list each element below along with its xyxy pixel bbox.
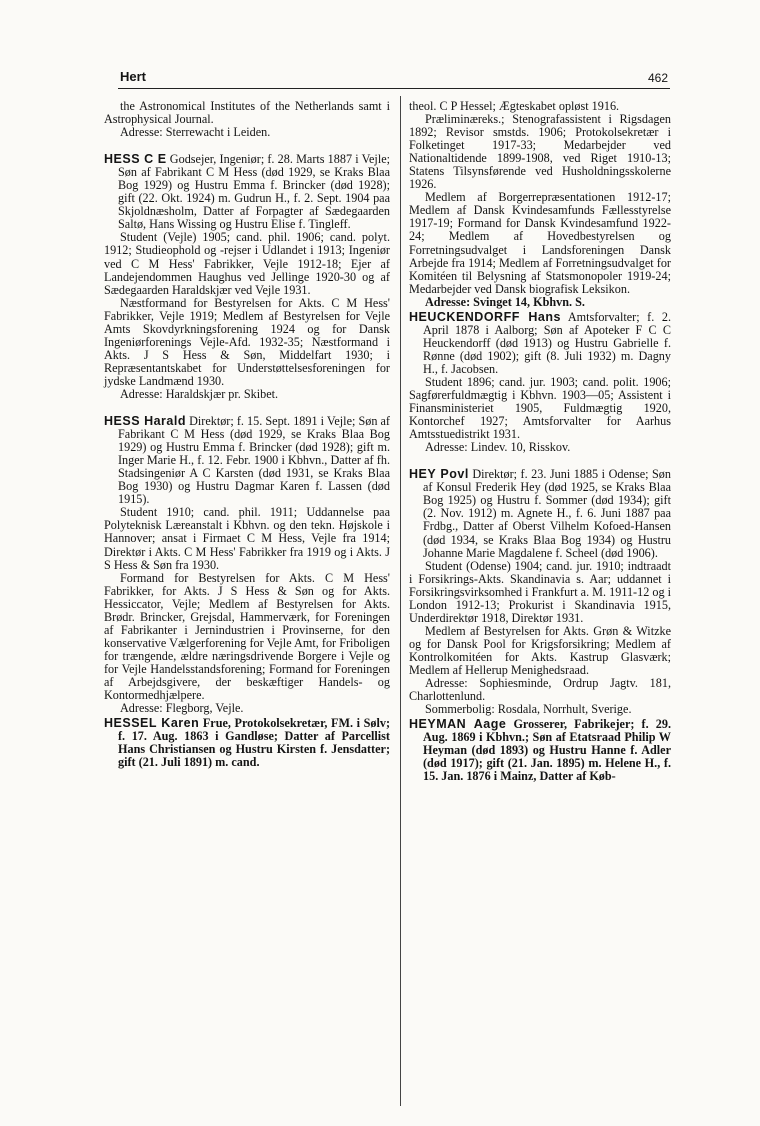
entry-address: Adresse: Sophiesminde, Ordrup Jagtv. 181, Charlottenlund. [409,676,671,704]
header-title: Hert [120,69,147,84]
entry-heuckendorff-hans [409,311,671,455]
entry-name: HESS Harald [104,414,186,429]
entry-head [409,311,671,376]
entry-education: Student 1910; cand. phil. 1911; Uddannelse paa Polyteknisk Læreanstalt i Kbhvn. og den tekn. Højskole i Hannover; ansat i Firmaet C M Hess, Vejle fra 1914; Direktør i Akts. C M Hess' Fabrikker fra 1919 og i Akts. J S Hess & Søn fra 1930. [104,505,390,572]
entry-heyman-aage [409,718,671,783]
entry-hessel-karen [104,717,390,769]
entry-address: Adresse: Flegborg, Vejle. [120,701,244,716]
left-column [104,100,390,769]
right-column [409,100,671,783]
entry-bio: Direktør; f. 23. Juni 1885 i Odense; Søn af Konsul Frederik Hey (død 1925, se Kraks Blaa Bog 1925) og Hustru f. Sommer (død 1934); gift (2. Nov. 1912) m. Agnete H., f. 6. Juni 1887 paa Frdbg., Datter af Oberst Vilhelm Kofoed-Hansen (død 1934, se Kraks Blaa Bog 1934) og Hustru Johanne Marie Magdalene f. Scheel (død 1906). [423,467,671,560]
continued-text: theol. C P Hessel; Ægteskabet opløst 1916. [409,99,620,113]
entry-offices: Næstformand for Bestyrelsen for Akts. C M Hess' Fabrikker, Vejle 1919; Medlem af Bestyrelsen for Vejle Amts Skovdyrkningsforening 1924 og for Dansk Ingeniørforenings Vejle-Afd. 1932-35; Næstformand i Akts. J S Hess & Søn, Middelfart 1930; i Repræsentantskabet for Understøttelsesforeningen for jydske Landmænd 1930. [104,295,390,388]
page-number: 462 [647,71,668,85]
entry-bio: Frue, Protokolsekretær, FM. i Sølv; f. 17. Aug. 1863 i Gandløse; Datter af Parcellist Hans Christiansen og Hustru Kirsten f. Jensdatter; gift (21. Juli 1891) m. cand. [118,716,390,770]
entry-name: HEUCKENDORFF Hans [409,309,561,324]
address-line: Adresse: Svinget 14, Kbhvn. S. [425,294,585,309]
entry-summer-address: Sommerbolig: Rosdala, Norrhult, Sverige. [425,702,632,717]
entry-education: Student 1896; cand. jur. 1903; cand. polit. 1906; Sagførerfuldmægtig i Kbhvn. 1903—05; Assistent i Finansministeriet 1905, Fuldmægtig 1920, Kontorchef 1927; Amtsforvalter for Aarhus Amtsstuedistrikt 1931. [409,374,671,442]
entry-bio: Grosserer, Fabrikejer; f. 29. Aug. 1869 i Kbhvn.; Søn af Etatsraad Philip W Heyman (død 1893) og Hustru Hanne f. Adler (død 1917); gift (21. Jan. 1895) m. Helene H., f. 15. Jan. 1876 i Mainz, Datter af Køb- [423,717,671,784]
address-line: Adresse: Sterrewacht i Leiden. [120,125,271,140]
entry-name: HESSEL Karen [104,716,200,731]
entry-education: Student (Odense) 1904; cand. jur. 1910; indtraadt i Forsikrings-Akts. Skandinavia s. Aar; uddannet i Forsikringsvirksomhed i Frankfurt a. M. 1911-12 og i London 1912-13; Prokurist i Skandinavia 1915, Underdirektør 1918, Direktør 1931. [409,558,671,625]
entry-bio: Direktør; f. 15. Sept. 1891 i Vejle; Søn af Fabrikant C M Hess (død 1929, se Kraks Blaa Bog 1929) og Hustru Emma f. Brincker (død 1928); gift m. Inger Marie H., f. 12. Febr. 1900 i Kbhvn., Datter af fh. Stadsingeniør A C Karsten (død 1931, se Kraks Blaa Bog 1930) og Hustru Dagmar Karen f. Lassen (død 1915). [118,414,390,507]
entry-education: Student (Vejle) 1905; cand. phil. 1906; cand. polyt. 1912; Studieophold og -rejser i Udlandet i 1913; Ingeniør ved C M Hess' Fabrikker, Vejle 1912-18; Ejer af Landejendommen Haughus ved Jellinge 1920-30 og af Sædegaarden Haraldskjær ved Vejle 1931. [104,230,390,297]
entry-hess-c-e [104,153,390,401]
entry-name: HEY Povl [409,467,469,482]
entry-address: Adresse: Lindev. 10, Risskov. [425,440,571,455]
entry-head [104,153,390,231]
entry-name: HESS C E [104,152,167,167]
entry-hey-povl [409,468,671,716]
entry-head [409,718,671,783]
entry-head [409,468,671,559]
entry-offices: Formand for Bestyrelsen for Akts. C M Hess' Fabrikker, for Akts. J S Hess & Søn og for Akts. Hessiccator, Vejle; Medlem af Bestyrelsen for Akts. Brødr. Brincker, Grejsdal, Hammerværk, for Foreningen af Fabrikanter i Jernindustrien i Provinserne, for den konservative Vælgerforening for Vejle Amt, for Friboligen for trængende, ældre næringsdrivende Borgere i Vejle og for Vejle Handelsstandsforening; Formand for Foreningen af Arbejdsgivere, der beskæftiger Handels- og Kontormedhjælpere. [104,570,390,703]
running-header [118,68,670,89]
entry-bio: Godsejer, Ingeniør; f. 28. Marts 1887 i Vejle; Søn af Fabrikant C M Hess (død 1929, se Kraks Blaa Bog 1929) og Hustru Emma f. Brincker (død 1928); gift (22. Okt. 1924) m. Gudrun H., f. 2. Sept. 1904 paa Skjoldnæsholm, Datter af Forpagter af Sædegaarden Saltø, Hans Wissing og Hustru Elise f. Tingleff. [118,152,391,232]
entry-hess-harald [104,415,390,715]
continued-text: the Astronomical Institutes of the Netherlands samt i Astrophysical Journal. [104,99,390,127]
continued-offices: Medlem af Borgerrepræsentationen 1912-17; Medlem af Dansk Kvindesamfunds Fællesstyrelse 1917-19; Formand for Dansk Kvindesamfund 1922-24; Medlem af Hovedbestyrelsen og Forretningsudvalget i Landsforeningen Dansk Arbejde fra 1914; Medlem af Forretningsudvalget for Komitéen til Belysning af Statsmonopoler 1919-24; Medarbejder ved Dansk biografisk Leksikon. [409,190,671,296]
entry-address: Adresse: Haraldskjær pr. Skibet. [120,386,279,401]
entry-offices: Medlem af Bestyrelsen for Akts. Grøn & Witzke og for Dansk Pool for Krigsforsikring; Medlem af Kontrolkomitéen for Akts. Kastrup Glasværk; Medlem af Hellerup Menighedsraad. [409,623,671,677]
entry-head [104,717,390,769]
column-divider [400,96,401,1106]
entry-bio: Amtsforvalter; f. 2. April 1878 i Aalborg; Søn af Apoteker F C C Heuckendorff (død 1913) og Hustru Gabrielle f. Rønne (død 1902); gift (8. Juli 1932) m. Dagny H., f. Jacobsen. [423,309,671,376]
continued-career: Præliminæreks.; Stenografassistent i Rigsdagen 1892; Revisor smstds. 1906; Protokolsekretær i Folketinget 1917-33; Medarbejder ved Nationaltidende 1899-1908, ved Riget 1910-13; Statens Tilsynsførende ved Husholdningsskolerne 1926. [409,112,671,192]
entry-head [104,415,390,506]
entry-name: HEYMAN Aage [409,717,507,732]
